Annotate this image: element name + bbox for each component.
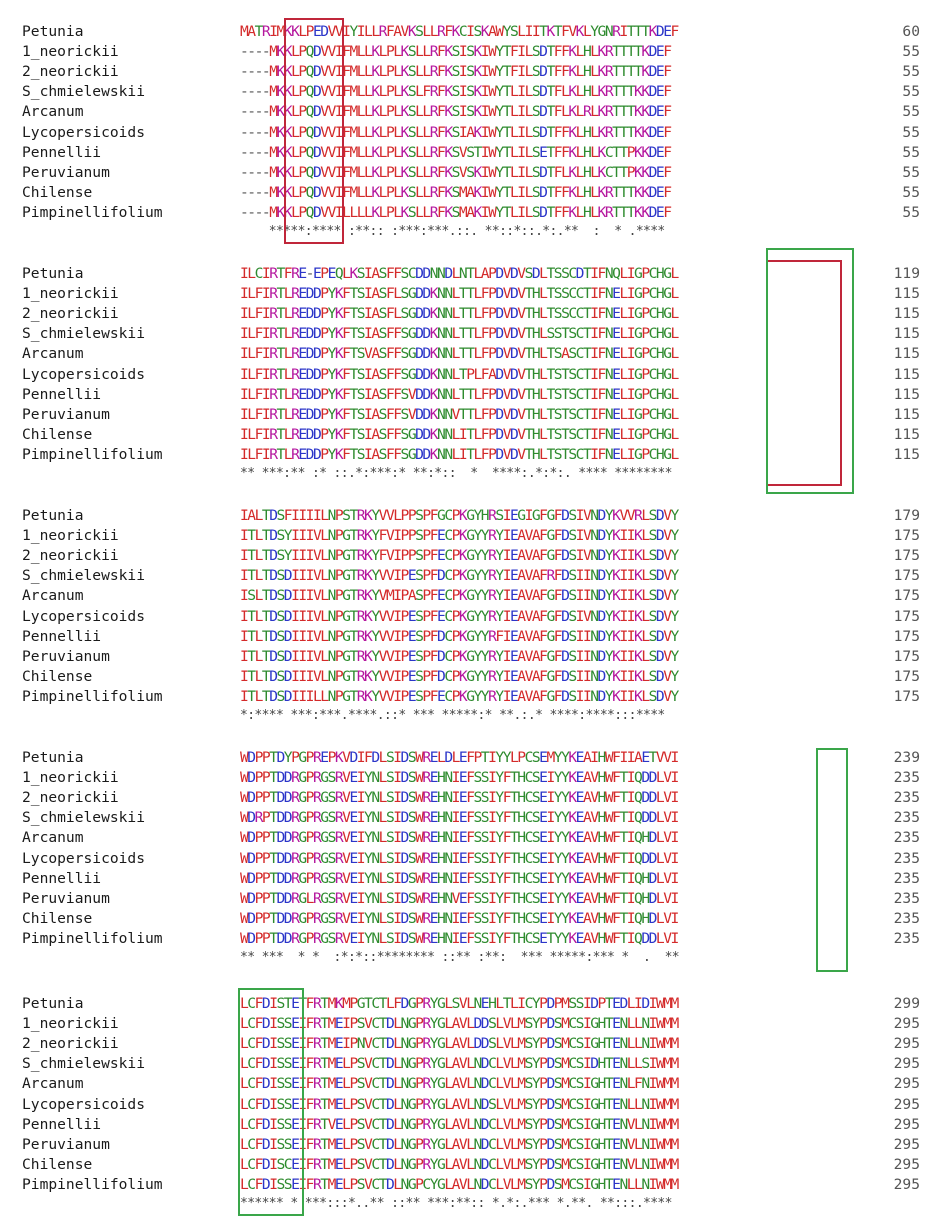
- species-name: 1_neorickii: [22, 769, 119, 787]
- position-number: 115: [893, 305, 920, 323]
- species-name: Peruvianum: [22, 163, 110, 181]
- sequence-text: ----MKKLPQDVVIFMLLKLPLKSLLRFKSVSTIWYTLILSETFFKLHLKCTTPKKDEF: [240, 143, 671, 161]
- sequence-text: WDPPTDDRGPRGSRVEIYNLSIDSWREHNIEFSSIYFTHCSETYYKEAVHWFTIQDDLVI: [240, 929, 678, 947]
- sequence-text: WDPPTDDRGLRGSRVEIYNLSIDSWREHNVEFSSIYFTHCSEIYYKEAVHWFTIQHDLVI: [240, 889, 678, 907]
- position-number: 119: [893, 265, 920, 282]
- sequence-text: ----MKKLPQDVVIFMLLKLPLKSLFRFKSISKIWYTLILSDTFLKLHLKRTTTKKDEF: [240, 83, 671, 101]
- species-name: Lycopersicoids: [22, 1095, 146, 1113]
- motif-box-red-2: [766, 260, 842, 486]
- species-name: Arcanum: [22, 103, 84, 121]
- species-name: Pennellii: [22, 869, 102, 887]
- sequence-text: ----MKKLPQDVVIFMLLKLPLKSLLRFKSISKIWYTLILSDTFLKLRLKRTTTKKDEF: [240, 103, 671, 121]
- sequence-text: WDPPTDDRGPRGSRVEIYNLSIDSWREHNIEFSSIYFTHCSEIYYKEAVHWFTIQDDLVI: [240, 849, 678, 867]
- sequence-text: IALTDSFIIIILNPSTRKYVVLPPSPFGCPKGYHRSIEGIGFGFDSIVNDYKVVRLSDVY: [240, 507, 678, 524]
- species-name: 1_neorickii: [22, 527, 119, 545]
- sequence-text: ITLTDSYIIIVLNPGTRKYFVIPPSPFECPKGYYRYIEAVAFGFDSIVNDYKIIKLSDVY: [240, 547, 678, 565]
- position-number: 175: [893, 687, 920, 705]
- species-name: Peruvianum: [22, 647, 110, 665]
- sequence-text: ITLTDSYIIIVLNPGTRKYFVIPPSPFECPKGYYRYIEAVAFGFDSIVNDYKIIKLSDVY: [240, 527, 678, 545]
- sequence-text: ISLTDSDIIIVLNPGTRKYVMIPASPFECPKGYYRYIEAVAFGFDSIINDYKIIKLSDVY: [240, 587, 678, 605]
- species-name: Pimpinellifolium: [22, 687, 163, 705]
- sequence-text: ITLTDSDIIIVLNPGTRKYVVIPESPFDCPKGYYRYIEAVAFGFDSIINDYKIIKLSDVY: [240, 667, 678, 685]
- species-name: S_chmielewskii: [22, 1055, 146, 1073]
- consensus-line: *:**** ***:***.****.::* *** *****:* **.:.* ****:****:::****: [240, 708, 665, 723]
- position-number: 235: [893, 829, 920, 847]
- position-number: 115: [893, 365, 920, 383]
- species-name: Peruvianum: [22, 889, 110, 907]
- sequence-text: ITLTDSDIIILLNPGTRKYVVIPESPFECPKGYYRYIEAVAFGFDSIINDYKIIKLSDVY: [240, 687, 678, 705]
- species-name: 1_neorickii: [22, 43, 119, 61]
- sequence-text: WDPPTDDRGPRGSRVEIYNLSIDSWREHNIEFSSIYFTHCSEIYYKEAVHWFTIQHDLVI: [240, 909, 678, 927]
- consensus-line: ** ***:** :* ::.*:***:* **:*:: * ****:.*:*:. **** ********: [240, 466, 672, 481]
- sequence-text: ----MKKLPQDVVILLLLKLPLKSLLRFKSMAKIWYTLILSDTFFKLHLKRTTTKKDEF: [240, 203, 671, 221]
- position-number: 295: [893, 1155, 920, 1173]
- species-name: Peruvianum: [22, 405, 110, 423]
- position-number: 55: [902, 123, 920, 141]
- species-name: Pennellii: [22, 1115, 102, 1133]
- position-number: 295: [893, 1095, 920, 1113]
- position-number: 115: [893, 405, 920, 423]
- sequence-text: ILFIRTLREDDPYKFTSIASFFSGDDKNNLITLFPDVDVTHLTSTSCTIFNELIGPCHGL: [240, 445, 678, 463]
- species-name: Pennellii: [22, 627, 102, 645]
- species-name: 2_neorickii: [22, 547, 119, 565]
- sequence-text: MATRIMKKLPEDVVIYILLRFAVKSLLRFKCISKAWYSLIITKTFVKLYGNRITTTKDEF: [240, 23, 678, 40]
- sequence-text: WDRPTDDRGPRGSRVEIYNLSIDSWREHNIEFSSIYFTHCSEIYYKEAVHWFTIQDDLVI: [240, 809, 678, 827]
- species-name: Lycopersicoids: [22, 123, 146, 141]
- position-number: 115: [893, 385, 920, 403]
- species-name: Pimpinellifolium: [22, 203, 163, 221]
- sequence-text: ----MKKLPQDVVIFMLLKLPLKSLLRFKSISKIWYTFILSDTFFKLHLKRTTTTKDEF: [240, 43, 671, 61]
- species-name: S_chmielewskii: [22, 567, 146, 585]
- species-name: 2_neorickii: [22, 305, 119, 323]
- species-name: Pennellii: [22, 385, 102, 403]
- position-number: 60: [902, 23, 920, 40]
- position-number: 55: [902, 163, 920, 181]
- species-name: Lycopersicoids: [22, 849, 146, 867]
- sequence-text: ITLTDSDIIIVLNPGTRKYVVIPESPFECPKGYYRYIEAVAFGFDSIVNDYKIIKLSDVY: [240, 607, 678, 625]
- sequence-text: LCFDISSEIFRTMEIPNVCTDLNGPRYGLAVLDDSLVLMSYPDSMCSIGHTENLLNIWMM: [240, 1035, 678, 1053]
- motif-box-green-1: [766, 248, 854, 494]
- species-name: Pimpinellifolium: [22, 1175, 163, 1193]
- sequence-text: LCFDISSEIFRTMELPSVCTDLNGPRYGLAVLNDSLVLMSYPDSMCSIGHTENLLNIWMM: [240, 1095, 678, 1113]
- species-name: 2_neorickii: [22, 63, 119, 81]
- position-number: 175: [893, 647, 920, 665]
- sequence-text: LCFDISSEIFRTMELPSVCTDLNGPRYGLAVLNDCLVLMSYPDSMCSIDHTENLLSIWMM: [240, 1055, 678, 1073]
- sequence-text: LCFDISSEIFRTMEIPSVCTDLNGPRYGLAVLDDSLVLMSYPDSMCSIGHTENLLNIWMM: [240, 1015, 678, 1033]
- position-number: 295: [893, 1055, 920, 1073]
- species-name: S_chmielewskii: [22, 325, 146, 343]
- position-number: 295: [893, 1135, 920, 1153]
- species-name: Chilense: [22, 425, 93, 443]
- species-name: Pimpinellifolium: [22, 929, 163, 947]
- position-number: 115: [893, 345, 920, 363]
- sequence-text: ILFIRTLREDDPYKFTSIASFFSGDDKNNLTPLFADVDVTHLTSTSCTIFNELIGPCHGL: [240, 365, 678, 383]
- sequence-text: ----MKKLPQDVVIFMLLKLPLKSLLRFKSMAKIWYTLILSDTFFKLHLKRTTTKKDEF: [240, 183, 671, 201]
- sequence-text: ILCIRTFRE-EPEQLKSIASFFSCDDNNDLNTLAPDVDVSDLTSSCDTIFNQLIGPCHGL: [240, 265, 678, 282]
- sequence-text: ILFIRTLREDDPYKFTSIASFFSVDDKNNLTTLFPDVDVTHLTSTSCTIFNELIGPCHGL: [240, 385, 678, 403]
- position-number: 55: [902, 83, 920, 101]
- position-number: 175: [893, 607, 920, 625]
- position-number: 235: [893, 789, 920, 807]
- species-name: 2_neorickii: [22, 789, 119, 807]
- species-name: 1_neorickii: [22, 285, 119, 303]
- species-name: Arcanum: [22, 1075, 84, 1093]
- sequence-text: LCFDISSEIFRTMELPSVCTDLNGPCYGLAVLNDCLVLMSYPDSMCSIGHTENLLNIWMM: [240, 1175, 678, 1193]
- species-name: Petunia: [22, 265, 84, 282]
- sequence-text: ----MKKLPQDVVIFMLLKLPLKSLLRFKSIAKIWYTLILSDTFFKLHLKRTTTKKDEF: [240, 123, 671, 141]
- position-number: 175: [893, 587, 920, 605]
- position-number: 235: [893, 909, 920, 927]
- species-name: Arcanum: [22, 829, 84, 847]
- sequence-text: ITLTDSDIIIVLNPGTRKYVVIPESPFDCPKGYYRYIEAVAFGFDSIINDYKIIKLSDVY: [240, 647, 678, 665]
- sequence-text: LCFDISSEIFRTMELPSVCTDLNGPRYGLAVLNDCLVLMSYPDSMCSIGHTENLFNIWMM: [240, 1075, 678, 1093]
- position-number: 235: [893, 889, 920, 907]
- position-number: 115: [893, 425, 920, 443]
- sequence-text: LCFDISSEIFRTMELPSVCTDLNGPRYGLAVLNDCLVLMSYPDSMCSIGHTENVLNIWMM: [240, 1135, 678, 1153]
- species-name: Petunia: [22, 995, 84, 1012]
- species-name: 2_neorickii: [22, 1035, 119, 1053]
- position-number: 55: [902, 143, 920, 161]
- consensus-line: *****:**** :**:: :***:***.::. **::*::.*:.** : * .****: [240, 224, 665, 239]
- position-number: 295: [893, 1115, 920, 1133]
- species-name: Chilense: [22, 667, 93, 685]
- sequence-text: ILFIRTLREDDPYKFTSIASFFSVDDKNNVTTLFPDVDVTHLTSTSCTIFNELIGPCHGL: [240, 405, 678, 423]
- position-number: 235: [893, 869, 920, 887]
- position-number: 115: [893, 325, 920, 343]
- position-number: 175: [893, 527, 920, 545]
- species-name: Arcanum: [22, 587, 84, 605]
- position-number: 175: [893, 627, 920, 645]
- species-name: Pimpinellifolium: [22, 445, 163, 463]
- position-number: 175: [893, 547, 920, 565]
- sequence-text: WDPPTDDRGPRGSRVEIYNLSIDSWREHNIEFSSIYFTHCSEIYYKEAVHWFTIQDDLVI: [240, 789, 678, 807]
- consensus-line: ** *** * * :*:*::******** ::** :**: *** *****:*** * . **: [240, 950, 679, 965]
- species-name: S_chmielewskii: [22, 83, 146, 101]
- species-name: Petunia: [22, 507, 84, 524]
- sequence-text: WDPPTDYPGPREPKVDIFDLSIDSWRELDLEFPTIYYLPCSEMYYKEAIHWFIIAETVVI: [240, 749, 678, 766]
- sequence-text: ----MKKLPQDVVIFMLLKLPLKSLLRFKSVSKIWYTLILSDTFLKLHLKCTTPKKDEF: [240, 163, 671, 181]
- sequence-text: LCFDISCEIFRTMELPSVCTDLNGPRYGLAVLNDCLVLMSYPDSMCSIGHTENVLNIWMM: [240, 1155, 678, 1173]
- consensus-line: ****** * ***:::*..** ::** ***:**:: *.*:.*** *.**. **:::.****: [240, 1196, 672, 1211]
- species-name: Pennellii: [22, 143, 102, 161]
- sequence-text: ILFIRTLREDDPYKFTSVASFFSGDDKNNLTTLFPDVDVTHLTSASCTIFNELIGPCHGL: [240, 345, 678, 363]
- position-number: 235: [893, 769, 920, 787]
- species-name: Lycopersicoids: [22, 607, 146, 625]
- position-number: 295: [893, 1035, 920, 1053]
- species-name: Lycopersicoids: [22, 365, 146, 383]
- sequence-text: ITLTDSDIIIVLNPGTRKYVVIPESPFDCPKGYYRYIEAVAFRFDSIINDYKIIKLSDVY: [240, 567, 678, 585]
- sequence-text: ITLTDSDIIIVLNPGTRKYVVIPESPFDCPKGYYRFIEAVAFGFDSIINDYKIIKLSDVY: [240, 627, 678, 645]
- position-number: 55: [902, 103, 920, 121]
- position-number: 55: [902, 43, 920, 61]
- sequence-text: ILFIRTLREDDPYKFTSIASFFSGDDKNNLITLFPDVDVTHLTSTSCTIFNELIGPCHGL: [240, 425, 678, 443]
- position-number: 115: [893, 285, 920, 303]
- position-number: 55: [902, 183, 920, 201]
- sequence-text: ILFIRTLREDDPYKFTSIASFLSGDDKNNLTTLFPDVDVTHLTSSCCTIFNELIGPCHGL: [240, 285, 678, 303]
- sequence-text: ILFIRTLREDDPYKFTSIASFFSGDDKNNLTTLFPDVDVTHLSSTSCTIFNELIGPCHGL: [240, 325, 678, 343]
- sequence-text: LCFDISSEIFRTVELPSVCTDLNGPRYGLAVLNDCLVLMSYPDSMCSIGHTENVLNIWMM: [240, 1115, 678, 1133]
- sequence-text: WDPPTDDRGPRGSRVEIYNLSIDSWREHNIEFSSIYFTHCSEIYYKEAVHWFTIQHDLVI: [240, 829, 678, 847]
- species-name: Petunia: [22, 749, 84, 766]
- position-number: 235: [893, 809, 920, 827]
- sequence-text: WDPPTDDRGPRGSRVEIYNLSIDSWREHNIEFSSIYFTHCSEIYYKEAVHWFTIQDDLVI: [240, 769, 678, 787]
- position-number: 175: [893, 667, 920, 685]
- motif-box-green-2: [816, 748, 848, 972]
- species-name: Petunia: [22, 23, 84, 40]
- position-number: 235: [893, 849, 920, 867]
- sequence-text: LCFDISTETFRTMKMPGTCTLFDGPRYGLSVLNEHLTLICYPDPMSSIDPTEDLIDIWMM: [240, 995, 678, 1012]
- position-number: 175: [893, 567, 920, 585]
- position-number: 295: [893, 1075, 920, 1093]
- position-number: 239: [893, 749, 920, 766]
- species-name: Arcanum: [22, 345, 84, 363]
- species-name: Chilense: [22, 909, 93, 927]
- sequence-text: WDPPTDDRGPRGSRVEIYNLSIDSWREHNIEFSSIYFTHCSEIYYKEAVHWFTIQHDLVI: [240, 869, 678, 887]
- position-number: 295: [893, 1175, 920, 1193]
- species-name: 1_neorickii: [22, 1015, 119, 1033]
- species-name: S_chmielewskii: [22, 809, 146, 827]
- sequence-text: ----MKKLPQDVVIFMLLKLPLKSLLRFKSISKIWYTFILSDTFFKLHLKRTTTTKDEF: [240, 63, 671, 81]
- position-number: 299: [893, 995, 920, 1012]
- position-number: 55: [902, 63, 920, 81]
- position-number: 235: [893, 929, 920, 947]
- position-number: 55: [902, 203, 920, 221]
- position-number: 115: [893, 445, 920, 463]
- species-name: Chilense: [22, 1155, 93, 1173]
- sequence-text: ILFIRTLREDDPYKFTSIASFLSGDDKNNLTTLFPDVDVTHLTSSCCTIFNELIGPCHGL: [240, 305, 678, 323]
- position-number: 295: [893, 1015, 920, 1033]
- position-number: 179: [893, 507, 920, 524]
- species-name: Chilense: [22, 183, 93, 201]
- species-name: Peruvianum: [22, 1135, 110, 1153]
